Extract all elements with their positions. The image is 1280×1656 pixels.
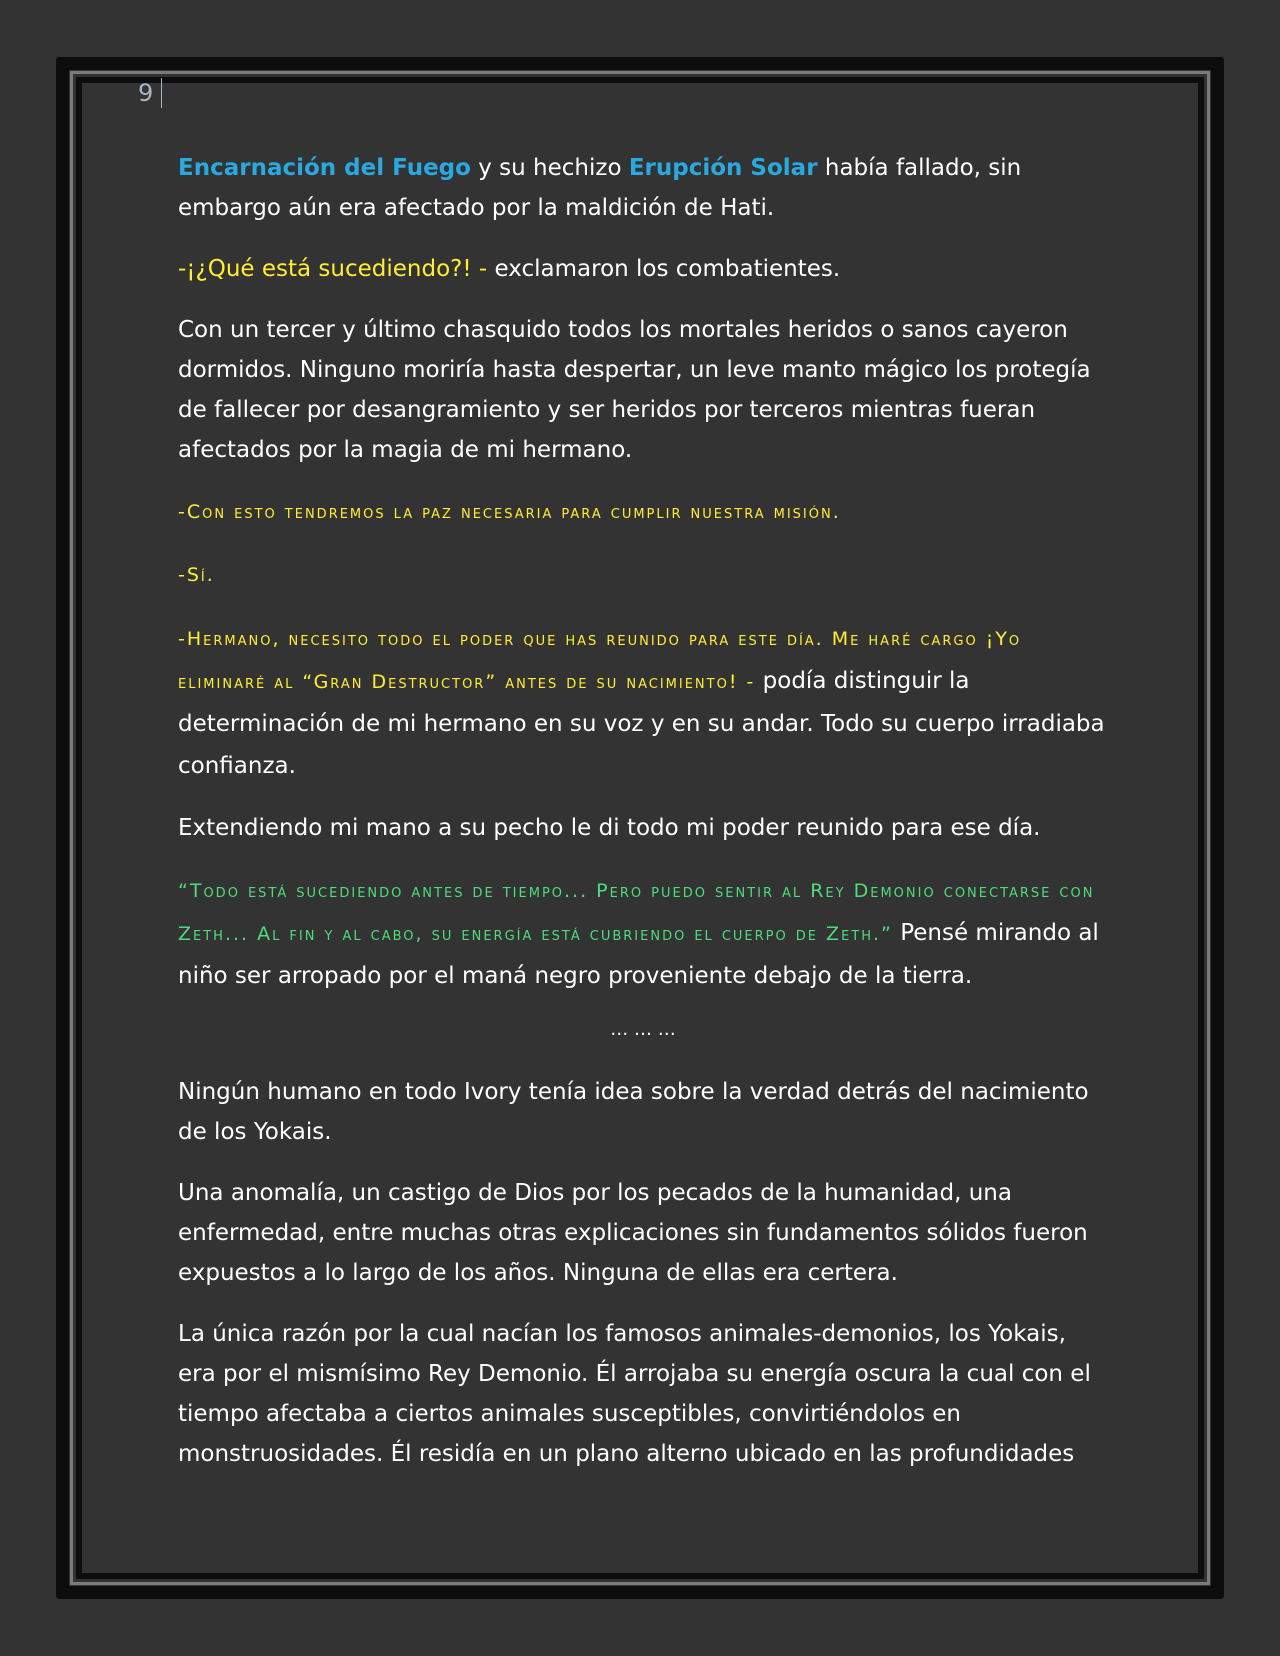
dialogue-exclamation: -¡¿Qué está sucediendo?! - [178, 256, 488, 282]
paragraph-8 [178, 869, 1108, 997]
scene-separator: … … … [610, 1019, 676, 1040]
paragraph-1 [178, 148, 1108, 228]
paragraph-7: Extendiendo mi mano a su pecho le di todo mi poder reunido para ese día. [178, 815, 1041, 841]
paragraph-10: Una anomalía, un castigo de Dios por los pecados de la humanidad, una enfermedad, entre muchas otras explicaciones sin fundamentos sólidos fueron expuestos a lo largo de los años. Ninguna de ellas era certera. [178, 1180, 1088, 1286]
paragraph-8-text: Pensé mirando al niño ser arropado por el maná negro proveniente debajo de la tierra. [178, 920, 1099, 989]
paragraph-1-text-b: había fallado, sin embargo aún era afectado por la maldición de Hati. [178, 155, 1022, 221]
paragraph-9: Ningún humano en todo Ivory tenía idea sobre la verdad detrás del nacimiento de los Yokais. [178, 1079, 1089, 1145]
paragraph-6-text: podía distinguir la determinación de mi hermano en su voz y en su andar. Todo su cuerpo irradiaba confianza. [178, 668, 1105, 779]
paragraph-2-text: exclamaron los combatientes. [487, 256, 841, 282]
paragraph-3: Con un tercer y último chasquido todos los mortales heridos o sanos cayeron dormidos. Ninguno moriría hasta despertar, un leve manto mágico los protegía de fallecer por desangramiento y ser heridos por terceros mientras fueran afectados por la magia de mi hermano. [178, 317, 1091, 463]
paragraph-11: La única razón por la cual nacían los famosos animales-demonios, los Yokais, era por el mismísimo Rey Demonio. Él arrojaba su energía oscura la cual con el tiempo afectaba a ciertos animales susceptibles, convirtiéndolos en monstruosidades. Él residía en un plano alterno ubicado en las profundidades [178, 1321, 1091, 1467]
dialogue-brother: -Hermano, necesito todo el poder que has reunido para este día. Me haré cargo ¡Yo eliminaré al “Gran Destructor” antes de su nacimiento! - [178, 628, 1022, 693]
paragraph-6 [178, 617, 1108, 787]
name-erupcion: Erupción Solar [628, 155, 818, 181]
dialogue-yes: -Sí. [178, 564, 215, 586]
page-content [178, 148, 1108, 1495]
page-number: 9 [138, 78, 162, 108]
thought-demon-king: “Todo está sucediendo antes de tiempo... Pero puedo sentir al Rey Demonio conectarse con Zeth... Al fin y al cabo, su energía está cubriendo el cuerpo de Zeth.” [178, 880, 1095, 945]
paragraph-1-text-a: y su hechizo [470, 155, 629, 181]
dialogue-peace: -Con esto tendremos la paz necesaria para cumplir nuestra misión. [178, 501, 841, 523]
paragraph-2 [178, 249, 1108, 289]
name-encarnacion: Encarnación del Fuego [178, 155, 471, 181]
